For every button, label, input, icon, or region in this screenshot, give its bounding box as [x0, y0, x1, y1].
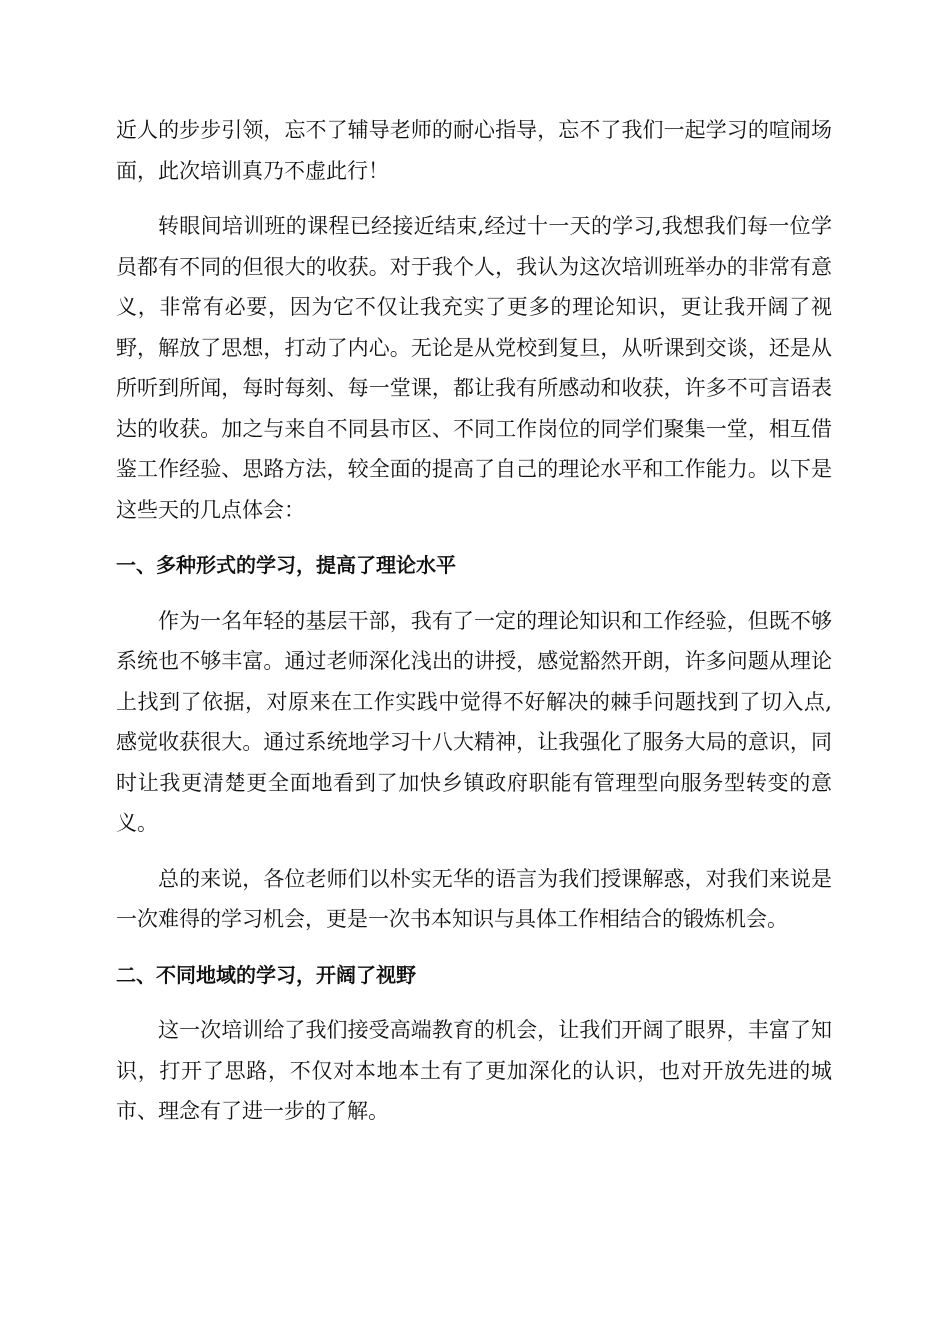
paragraph-intro: 转眼间培训班的课程已经接近结束,经过十一天的学习,我想我们每一位学员都有不同的但很大的收获。对于我个人，我认为这次培训班举办的非常有意义，非常有必要，因为它不仅让我充实了更多的理论知识，更让我开阔了视野，解放了思想，打动了内心。无论是从党校到复旦，从听课到交谈，还是从所听到所闻，每时每刻、每一堂课，都让我有所感动和收获，许多不可言语表达的收获。加之与来自不同县市区、不同工作岗位的同学们聚集一堂，相互借鉴工作经验、思路方法，较全面的提高了自己的理论水平和工作能力。以下是这些天的几点体会：	[116, 214, 832, 522]
section-heading-1: 一、多种形式的学习，提高了理论水平	[116, 553, 456, 577]
section-heading-2: 二、不同地域的学习，开阔了视野	[116, 962, 416, 987]
document-body	[116, 110, 832, 1147]
section-1-paragraph-2: 总的来说，各位老师们以朴实无华的语言为我们授课解惑，对我们来说是一次难得的学习机会，更是一次书本知识与具体工作相结合的锻炼机会。	[116, 866, 832, 931]
paragraph-continuation: 近人的步步引领，忘不了辅导老师的耐心指导，忘不了我们一起学习的喧闹场面，此次培训真乃不虚此行！	[116, 118, 832, 183]
section-1-paragraph-1: 作为一名年轻的基层干部，我有了一定的理论知识和工作经验，但既不够系统也不够丰富。通过老师深化浅出的讲授，感觉豁然开朗，许多问题从理论上找到了依据，对原来在工作实践中觉得不好解决的棘手问题找到了切入点,感觉收获很大。通过系统地学习十八大精神，让我强化了服务大局的意识，同时让我更清楚更全面地看到了加快乡镇政府职能有管理型向服务型转变的意义。	[116, 608, 832, 835]
section-2-paragraph-1: 这一次培训给了我们接受高端教育的机会，让我们开阔了眼界，丰富了知识，打开了思路，不仅对本地本土有了更加深化的认识，也对开放先进的城市、理念有了进一步的了解。	[116, 1018, 832, 1123]
